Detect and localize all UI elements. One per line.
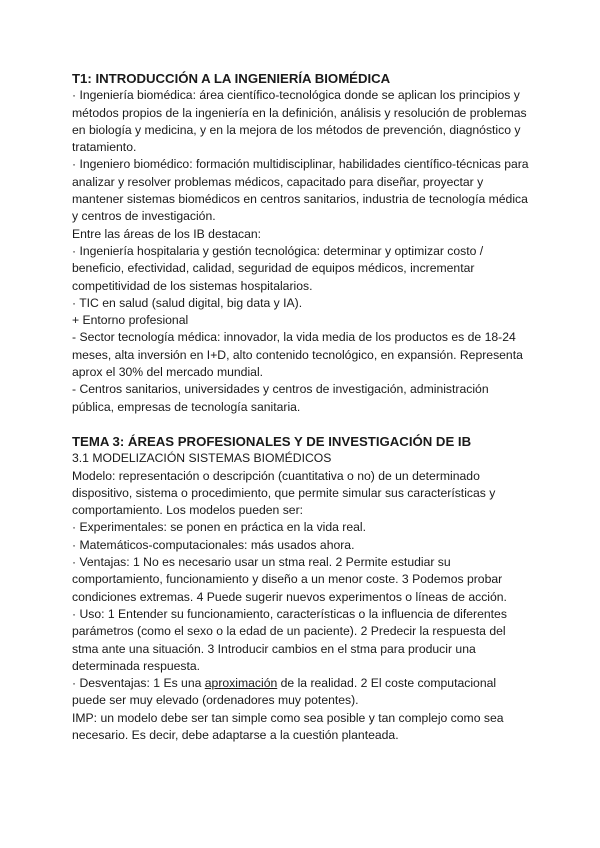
document-page — [72, 70, 530, 744]
paragraph-entorno-profesional: + Entorno profesional — [72, 313, 189, 328]
paragraph-ingeniero-biomedico: · Ingeniero biomédico: formación multidisciplinar, habilidades científico-técnicas para analizar y resolver problemas médicos, capacitado para diseñar, proyectar y mantener sistemas biomédicos en centros sanitarios, industria de tecnología médica y centros de investigación. — [72, 157, 529, 224]
section-title-t1: T1: INTRODUCCIÓN A LA INGENIERÍA BIOMÉDICA — [72, 71, 391, 86]
paragraph-matematicos: · Matemáticos-computacionales: más usados ahora. — [72, 537, 355, 552]
subsection-title: 3.1 MODELIZACIÓN SISTEMAS BIOMÉDICOS — [72, 451, 332, 466]
paragraph-sector-tecnologia: - Sector tecnología médica: innovador, la vida media de los productos es de 18-24 meses, alta inversión en I+D, alto contenido tecnológico, en expansión. Representa aprox el 30% del mercado mundial. — [72, 330, 523, 380]
section-tema3 — [72, 433, 530, 744]
paragraph-modelo: Modelo: representación o descripción (cuantitativa o no) de un determinado dispositivo, sistema o procedimiento, que permite simular sus características y comportamiento. Los modelos pueden ser: — [72, 468, 496, 518]
paragraph-ventajas: · Ventajas: 1 No es necesario usar un stma real. 2 Permite estudiar su comportamiento, funcionamiento y diseño a un menor coste. 3 Podemos probar condiciones extremas. 4 Puede sugerir nuevos experimentos o líneas de acción. — [72, 555, 507, 604]
paragraph-centros-sanitarios: - Centros sanitarios, universidades y centros de investigación, administración pública, empresas de tecnología sanitaria. — [72, 382, 489, 414]
paragraph-uso: · Uso: 1 Entender su funcionamiento, características o la influencia de diferentes parámetros (como el sexo o la edad de un paciente). 2 Predecir la respuesta del stma ante una situación. 3 Introducir cambios en el stma para producir una determinada respuesta. — [72, 606, 507, 673]
paragraph-experimentales: · Experimentales: se ponen en práctica en la vida real. — [72, 520, 367, 535]
desventajas-part-b: de la realidad. 2 El coste computacional puede ser muy elevado (ordenadores muy potentes). — [72, 676, 497, 708]
paragraph-tic-salud: · TIC en salud (salud digital, big data y IA). — [72, 295, 303, 310]
paragraph-desventajas — [72, 675, 530, 710]
desventajas-part-a: · Desventajas: 1 Es una — [72, 676, 205, 691]
underlined-word: aproximación — [204, 676, 278, 691]
paragraph-ingenieria-hospitalaria: · Ingeniería hospitalaria y gestión tecnológica: determinar y optimizar costo / beneficio, efectividad, calidad, seguridad de equipos médicos, incrementar competitividad de los sistemas hospitalarios. — [72, 243, 484, 293]
section-title-tema3: TEMA 3: ÁREAS PROFESIONALES Y DE INVESTIGACIÓN DE IB — [72, 433, 472, 449]
paragraph-ingenieria-biomedica: · Ingeniería biomédica: área científico-tecnológica donde se aplican los principios y métodos propios de la ingeniería en la definición, análisis y resolución de problemas en biología y medicina, y en la mejora de los métodos de prevención, diagnóstico y tratamiento. — [72, 88, 527, 155]
paragraph-imp: IMP: un modelo debe ser tan simple como sea posible y tan complejo como sea necesario. Es decir, debe adaptarse a la cuestión planteada. — [72, 710, 504, 742]
paragraph-areas-intro: Entre las áreas de los IB destacan: — [72, 226, 262, 241]
